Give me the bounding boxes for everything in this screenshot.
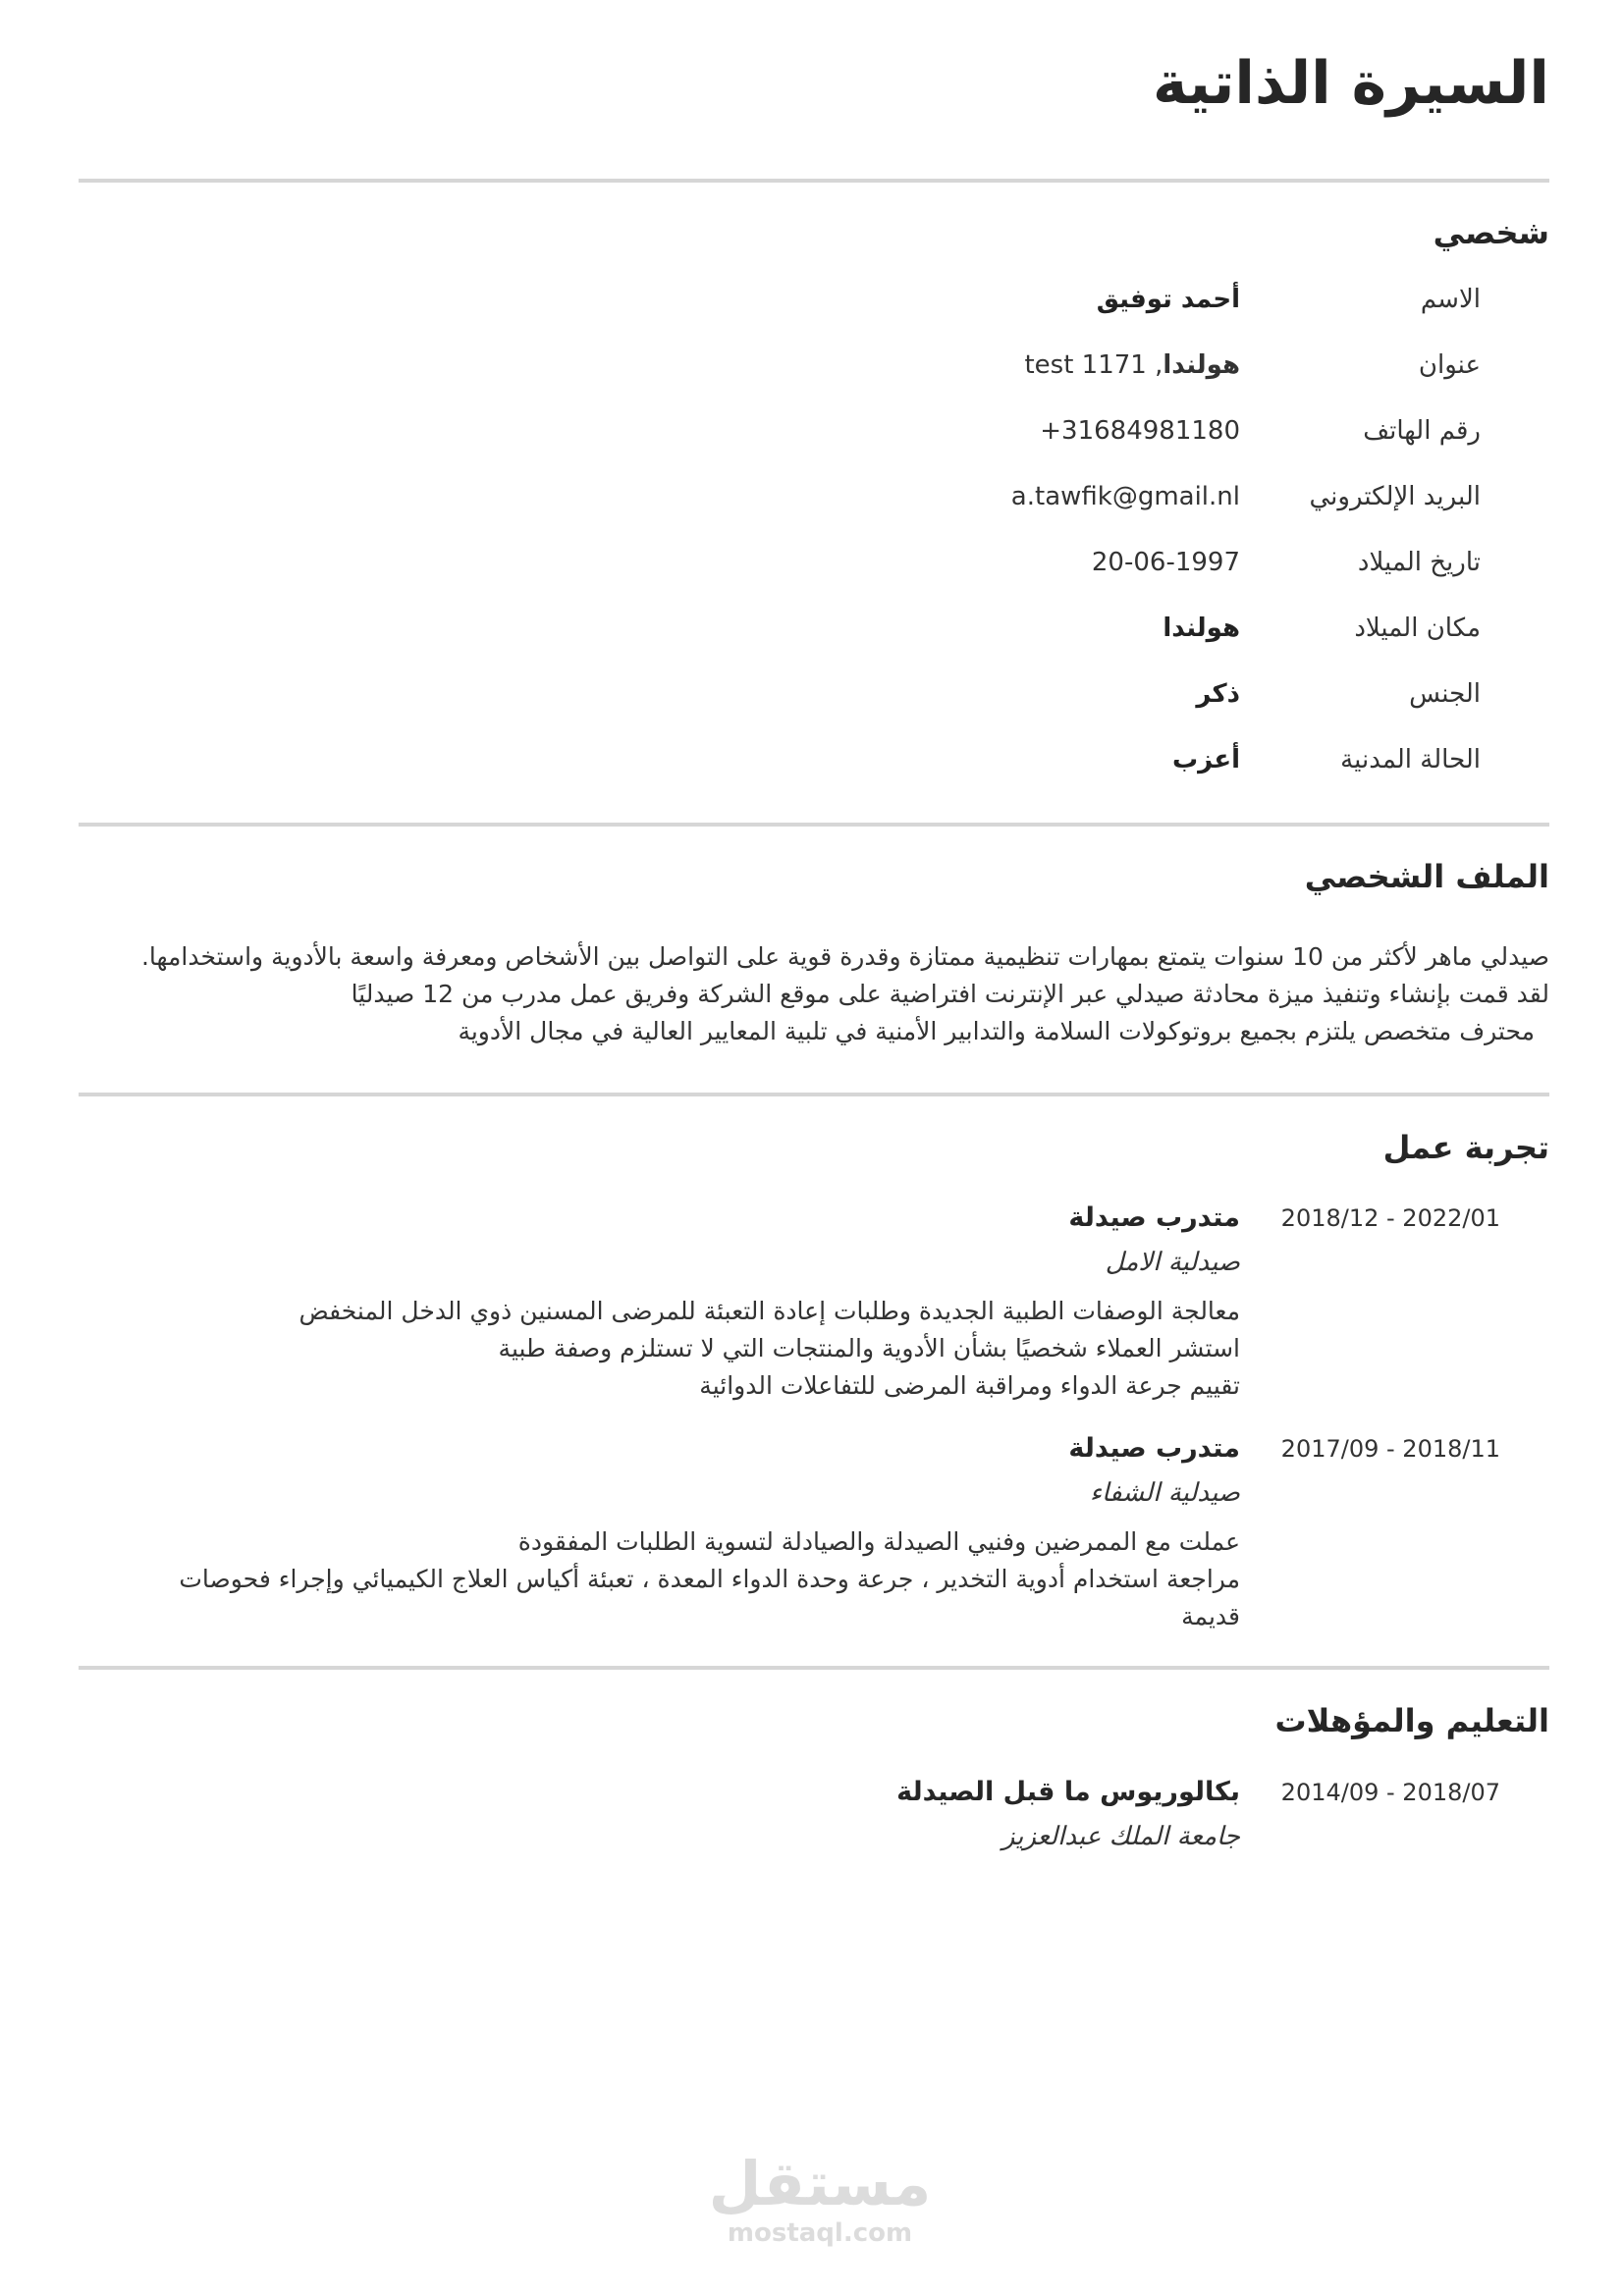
personal-row-marital [79,745,1549,784]
section-heading-education: التعليم والمؤهلات [1274,1702,1549,1739]
field-label: تاريخ الميلاد [1357,548,1481,577]
personal-row-gender [79,679,1549,719]
divider [79,1666,1549,1670]
watermark-logo: مستقل [708,2148,932,2219]
mostaql-watermark [707,2150,933,2248]
address-street: test 1171 [1024,350,1147,380]
profile-line: لقد قمت بإنشاء وتنفيذ ميزة محادثة صيدلي عبر الإنترنت افتراضية على موقع الشركة وفريق عمل مدرب من 12 صيدليًا [351,980,1549,1008]
profile-line: صيدلي ماهر لأكثر من 10 سنوات يتمتع بمهارات تنظيمية ممتازة وقدرة قوية على التواصل بين الأشخاص ومعرفة واسعة بالأدوية واستخدامها. [140,942,1549,971]
personal-row-address [79,350,1549,390]
education-date: 2014/09 - 2018/07 [1280,1779,1500,1806]
experience-org: صيدلية الشفاء [1089,1478,1240,1508]
bullet-item: قديمة [1181,1602,1240,1630]
experience-date: 2018/12 - 2022/01 [1280,1204,1500,1232]
bullet-item: معالجة الوصفات الطبية الجديدة وطلبات إعادة التعبئة للمرضى المسنين ذوي الدخل المنخفض [298,1297,1240,1325]
experience-role: متدرب صيدلة [1068,1433,1240,1464]
field-value-address: هولندا, test 1171 [1024,350,1240,380]
profile-text [79,938,1549,1050]
field-label: عنوان [1418,350,1481,380]
divider [79,1093,1549,1096]
bullet-item: عملت مع الممرضين وفنيي الصيدلة والصيادلة لتسوية الطلبات المفقودة [517,1527,1240,1556]
field-label: مكان الميلاد [1354,614,1481,643]
experience-role: متدرب صيدلة [1068,1202,1240,1233]
section-heading-profile: الملف الشخصي [1304,858,1549,895]
address-country: هولندا [1163,350,1240,380]
field-value-birthplace: هولندا [1163,614,1240,643]
divider [79,179,1549,183]
field-value-birthdate: 20-06-1997 [1091,548,1240,577]
experience-org: صيدلية الامل [1105,1248,1240,1277]
field-label: الجنس [1409,679,1481,709]
experience-bullets [299,1293,1240,1405]
field-label: الاسم [1420,285,1481,314]
experience-date: 2017/09 - 2018/11 [1280,1435,1500,1463]
personal-row-birthdate [79,548,1549,587]
education-degree: بكالوريوس ما قبل الصيدلة [896,1777,1240,1807]
field-value-phone: +31684981180 [1040,416,1240,446]
field-label: رقم الهاتف [1363,416,1481,446]
page-title: السيرة الذاتية [1152,49,1549,118]
bullet-item: استشر العملاء شخصيًا بشأن الأدوية والمنتجات التي لا تستلزم وصفة طبية [498,1334,1240,1362]
field-value-name: أحمد توفيق [1096,285,1240,314]
field-value-marital: أعزب [1172,745,1240,774]
personal-row-birthplace [79,614,1549,653]
field-value-gender: ذكر [1196,679,1240,709]
watermark-url: mostaql.com [727,2218,913,2248]
experience-bullets [179,1523,1240,1635]
field-label: البريد الإلكتروني [1309,482,1481,511]
education-school: جامعة الملك عبدالعزيز [1001,1822,1240,1851]
profile-line: محترف متخصص يلتزم بجميع بروتوكولات السلامة والتدابير الأمنية في تلبية المعايير العالية في مجال الأدوية [458,1017,1535,1045]
field-value-email: a.tawfik@gmail.nl [1010,482,1240,511]
bullet-item: مراجعة استخدام أدوية التخدير ، جرعة وحدة الدواء المعدة ، تعبئة أكياس العلاج الكيميائي وإجراء فحوصات [179,1565,1240,1593]
personal-row-phone [79,416,1549,455]
field-label: الحالة المدنية [1340,745,1481,774]
section-heading-experience: تجربة عمل [1382,1129,1549,1166]
personal-row-name [79,285,1549,324]
section-heading-personal: شخصي [1433,214,1549,251]
personal-row-email [79,482,1549,521]
bullet-item: تقييم جرعة الدواء ومراقبة المرضى للتفاعلات الدوائية [699,1371,1240,1400]
divider [79,823,1549,827]
